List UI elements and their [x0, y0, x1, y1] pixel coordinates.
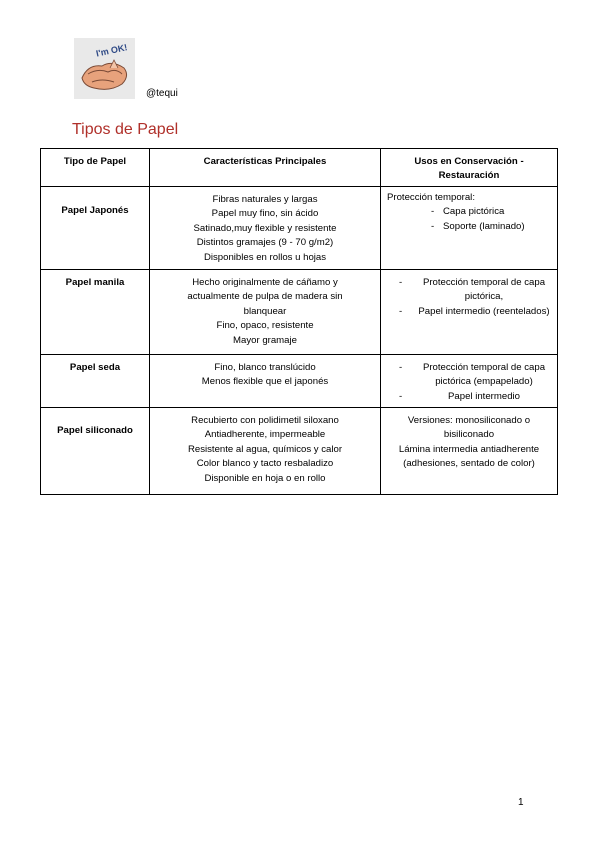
row-paper-name: Papel seda	[41, 355, 150, 408]
logo-image	[74, 38, 135, 99]
table-row	[41, 270, 558, 355]
row-characteristics	[150, 355, 381, 408]
characteristic-line: blanquear	[243, 305, 287, 317]
row-paper-name: Papel Japonés	[41, 187, 150, 270]
uses-list-item: - Protección temporal de capa pictórica,	[387, 276, 551, 305]
page-number: 1	[518, 797, 524, 808]
characteristic-line: Fino, opaco, resistente	[216, 320, 314, 332]
characteristic-line: Menos flexible que el japonés	[201, 376, 329, 388]
uses-line: Versiones: monosiliconado o	[407, 415, 531, 426]
uses-list-item: - Capa pictórica	[387, 205, 551, 219]
row-paper-name: Papel siliconado	[41, 408, 150, 495]
table-row	[41, 187, 558, 270]
characteristic-line: Disponible en hoja o en rollo	[204, 472, 326, 484]
characteristic-line: Antiadherente, impermeable	[204, 429, 326, 441]
characteristic-line: actualmente de pulpa de madera sin	[187, 291, 343, 303]
row-uses	[381, 270, 558, 355]
table-row	[41, 355, 558, 408]
row-paper-name: Papel manila	[41, 270, 150, 355]
uses-list	[387, 276, 551, 319]
author-handle: @tequi	[146, 88, 178, 99]
characteristic-line: Fibras naturales y largas	[212, 194, 318, 205]
uses-list-item: - Papel intermedio	[387, 390, 551, 404]
uses-line: bisiliconado	[443, 429, 495, 441]
row-characteristics	[150, 187, 381, 270]
uses-list-item: - Papel intermedio (reentelados)	[387, 305, 551, 319]
table-row	[41, 408, 558, 495]
uses-list-item: - Soporte (laminado)	[387, 220, 551, 234]
characteristic-line: Papel muy fino, sin ácido	[211, 208, 319, 220]
row-uses	[381, 187, 558, 270]
characteristic-line: Resistente al agua, químicos y calor	[187, 443, 343, 455]
characteristic-line: Fino, blanco translúcido	[214, 362, 316, 373]
header-conservation-uses: Usos en Conservación - Restauración	[381, 149, 558, 187]
characteristic-line: Mayor gramaje	[233, 334, 297, 346]
characteristic-line: Satinado,muy flexible y resistente	[193, 222, 337, 234]
uses-list	[387, 205, 551, 234]
characteristic-line: Recubierto con polidimetil siloxano	[191, 415, 339, 426]
uses-line: (adhesiones, sentado de color)	[403, 458, 535, 470]
row-characteristics	[150, 270, 381, 355]
paper-types-table	[40, 148, 558, 495]
header-main-characteristics: Características Principales	[150, 149, 381, 187]
row-characteristics	[150, 408, 381, 495]
table-header-row	[41, 149, 558, 187]
uses-list	[387, 361, 551, 404]
header-paper-type: Tipo de Papel	[41, 149, 150, 187]
uses-line: Lámina intermedia antiadherente	[398, 443, 540, 455]
characteristic-line: Hecho originalmente de cáñamo y	[192, 277, 338, 288]
row-uses	[381, 408, 558, 495]
page-title: Tipos de Papel	[72, 121, 179, 138]
characteristic-line: Distintos gramajes (9 - 70 g/m2)	[196, 237, 334, 249]
characteristic-line: Disponibles en rollos u hojas	[203, 251, 327, 263]
svg-text:I'm OK!: I'm OK!	[95, 42, 129, 59]
uses-list-item: - Protección temporal de capa pictórica (empapelado)	[387, 361, 551, 390]
row-uses	[381, 355, 558, 408]
characteristic-line: Color blanco y tacto resbaladizo	[196, 458, 334, 470]
uses-intro: Protección temporal:	[387, 192, 475, 203]
hands-sticker-icon	[74, 38, 135, 99]
